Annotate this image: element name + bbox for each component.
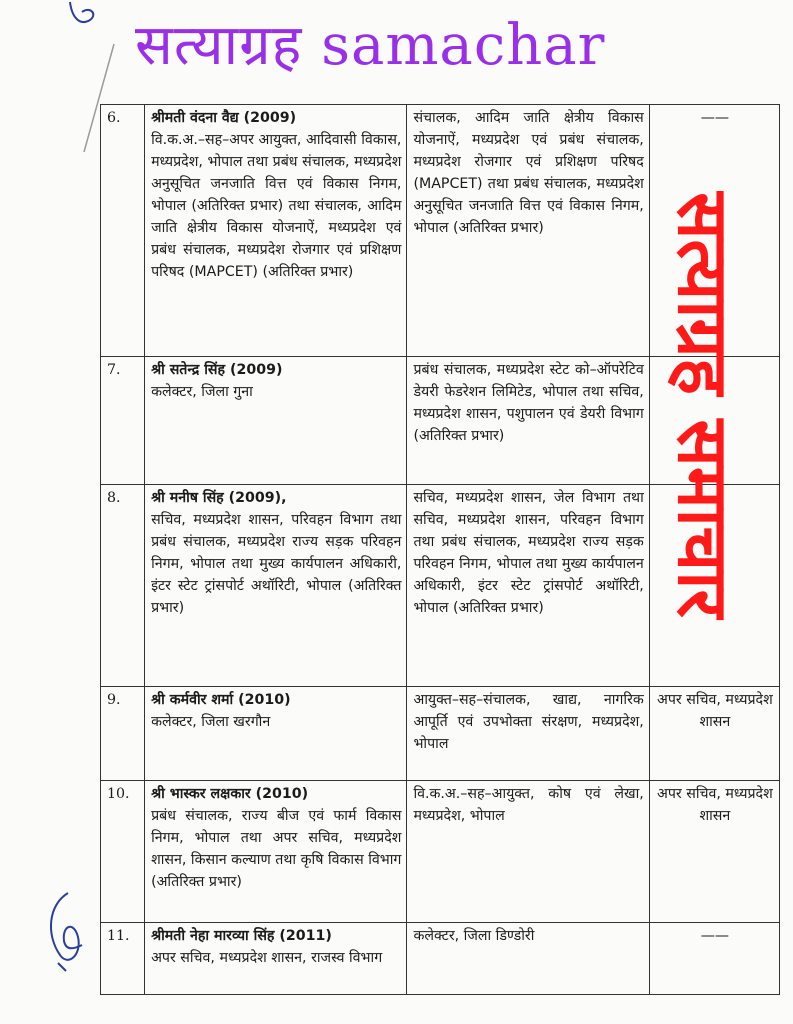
remarks: ——	[649, 105, 779, 357]
serial-number: 8.	[101, 485, 145, 687]
serial-number: 10.	[101, 781, 145, 923]
serial-number: 11.	[101, 923, 145, 995]
current-posting	[145, 923, 407, 995]
new-posting: वि.क.अ.–सह–आयुक्त, कोष एवं लेखा, मध्यप्रदेश, भोपाल	[407, 781, 649, 923]
current-posting	[145, 781, 407, 923]
officer-name: श्रीमती वंदना वैद्य (2009)	[151, 110, 297, 126]
vertical-watermark	[650, 140, 790, 670]
officer-name: श्री भास्कर लक्षकार (2010)	[151, 786, 309, 802]
new-posting: प्रबंध संचालक, मध्यप्रदेश स्टेट को–ऑपरेटिव डेयरी फेडरेशन लिमिटेड, भोपाल तथा सचिव, मध्यप्रदेश शासन, पशुपालन एवं डेयरी विभाग (अतिरिक्त प्रभार)	[407, 357, 649, 485]
serial-number: 6.	[101, 105, 145, 357]
current-posting	[145, 357, 407, 485]
officer-name: श्री मनीष सिंह (2009),	[151, 490, 287, 506]
current-posting	[145, 485, 407, 687]
officer-name: श्रीमती नेहा मारव्या सिंह (2011)	[151, 928, 332, 944]
current-posting-text: कलेक्टर, जिला गुना	[151, 384, 253, 400]
current-posting-text: कलेक्टर, जिला खरगौन	[151, 714, 271, 730]
new-posting: कलेक्टर, जिला डिण्डोरी	[407, 923, 649, 995]
table-row	[101, 781, 780, 923]
current-posting-text: वि.क.अ.–सह–अपर आयुक्त, आदिवासी विकास, मध्यप्रदेश, भोपाल तथा प्रबंध संचालक, मध्यप्रदेश अनुसूचित जनजाति वित्त एवं विकास निगम, भोपाल (अतिरिक्त प्रभार) तथा संचालक, आदिम जाति क्षेत्रीय विकास योजनाऐं, मध्यप्रदेश एवं प्रबंध संचालक, मध्यप्रदेश रोजगार एवं प्रशिक्षण परिषद (MAPCET) (अतिरिक्त प्रभार)	[151, 132, 402, 280]
officer-name: श्री कर्मवीर शर्मा (2010)	[151, 692, 291, 708]
remarks: अपर सचिव, मध्यप्रदेश शासन	[649, 687, 779, 781]
serial-number: 9.	[101, 687, 145, 781]
current-posting-text: सचिव, मध्यप्रदेश शासन, परिवहन विभाग तथा प्रबंध संचालक, मध्यप्रदेश राज्य सड़क परिवहन निगम, भोपाल तथा मुख्य कार्यपालन अधिकारी, इंटर स्टेट ट्रांसपोर्ट अथॉरिटी, भोपाल (अतिरिक्त प्रभार)	[151, 512, 402, 616]
signature-mark-top	[60, 0, 120, 40]
new-posting: सचिव, मध्यप्रदेश शासन, जेल विभाग तथा सचिव, मध्यप्रदेश शासन, परिवहन विभाग तथा प्रबंध संचालक, मध्यप्रदेश राज्य सड़क परिवहन निगम, भोपाल तथा मुख्य कार्यपालन अधिकारी, इंटर स्टेट ट्रांसपोर्ट अथॉरिटी, भोपाल (अतिरिक्त प्रभार)	[407, 485, 649, 687]
new-posting: आयुक्त–सह–संचालक, खाद्य, नागरिक आपूर्ति एवं उपभोक्ता संरक्षण, मध्यप्रदेश, भोपाल	[407, 687, 649, 781]
current-posting-text: अपर सचिव, मध्यप्रदेश शासन, राजस्व विभाग	[151, 950, 383, 966]
table-row	[101, 923, 780, 995]
remarks: ——	[649, 923, 779, 995]
current-posting-text: प्रबंध संचालक, राज्य बीज एवं फार्म विकास निगम, भोपाल तथा अपर सचिव, मध्यप्रदेश शासन, किसान कल्याण तथा कृषि विकास विभाग (अतिरिक्त प्रभार)	[151, 808, 402, 890]
table-row	[101, 687, 780, 781]
vertical-watermark-svg	[650, 140, 790, 670]
current-posting	[145, 687, 407, 781]
officer-name: श्री सतेन्द्र सिंह (2009)	[151, 362, 283, 378]
current-posting	[145, 105, 407, 357]
vertical-watermark-text: सत्याग्रह समाचार	[661, 192, 744, 618]
signature-mark-bottom	[38, 885, 98, 975]
new-posting: संचालक, आदिम जाति क्षेत्रीय विकास योजनाऐं, मध्यप्रदेश एवं प्रबंध संचालक, मध्यप्रदेश रोजगार एवं प्रशिक्षण परिषद (MAPCET) तथा प्रबंध संचालक, मध्यप्रदेश अनुसूचित जनजाति वित्त एवं विकास निगम, भोपाल (अतिरिक्त प्रभार)	[407, 105, 649, 357]
serial-number: 7.	[101, 357, 145, 485]
brand-title: सत्याग्रह samachar	[135, 13, 606, 78]
remarks: अपर सचिव, मध्यप्रदेश शासन	[649, 781, 779, 923]
